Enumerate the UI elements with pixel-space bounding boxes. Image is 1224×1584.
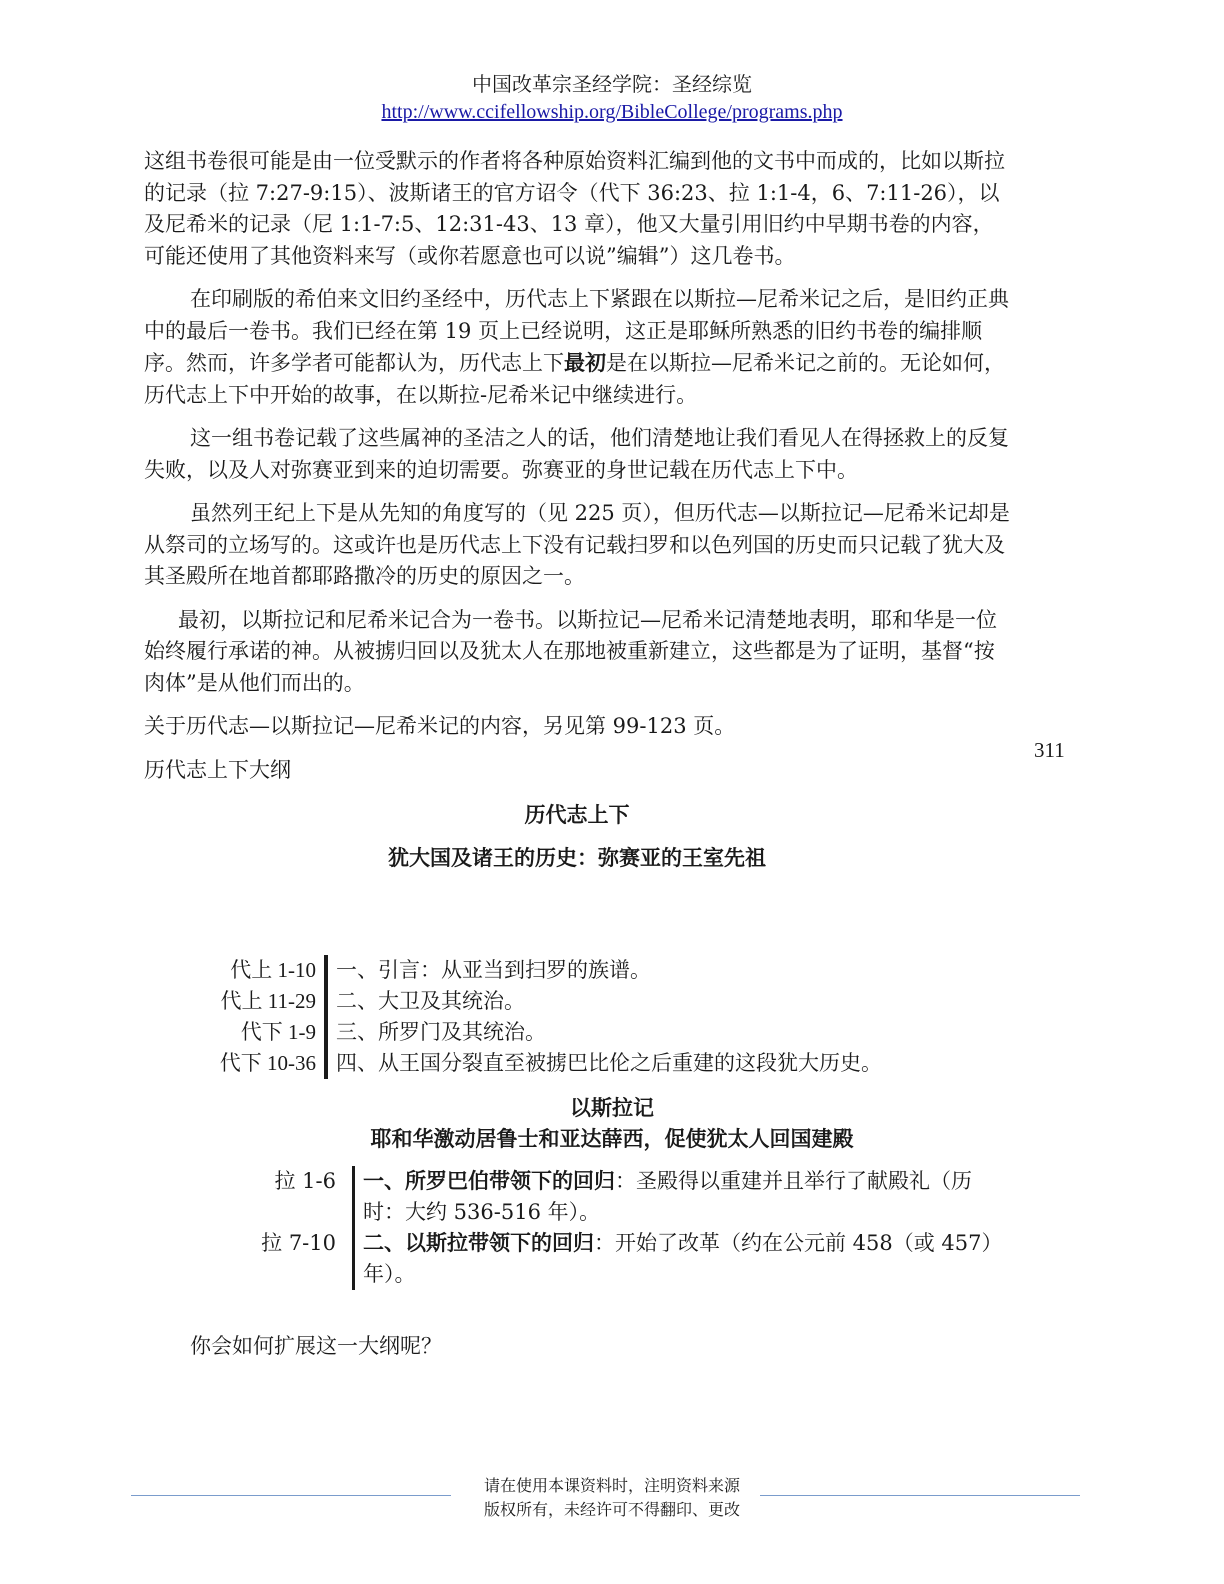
paragraph-see-also: 关于历代志—以斯拉记—尼希米记的内容，另见第 99-123 页。 (144, 714, 736, 738)
outline-description: 一、引言：从亚当到扫罗的族谱。 (324, 955, 651, 986)
header-url-link[interactable]: http://www.ccifellowship.org/BibleCollege/programs.php (381, 101, 843, 123)
outline-row (240, 1166, 993, 1228)
closing-question: 你会如何扩展这一大纲呢？ (190, 1334, 442, 1358)
outline-detail: ：圣殿得以重建并且举行了献殿礼（历时：大约 536-516 年）。 (363, 1169, 972, 1224)
outline-lead: 二、以斯拉带领下的回归 (363, 1231, 594, 1255)
outline-row (190, 1048, 882, 1079)
outline-reference: 代下 1-9 (240, 1020, 316, 1044)
outline-reference: 代下 10-36 (219, 1051, 316, 1075)
outline-reference: 代上 11-29 (220, 989, 316, 1013)
outline-reference: 代上 1-10 (230, 958, 316, 982)
outline-row (240, 1228, 993, 1290)
paragraph-canon-order (144, 284, 1010, 411)
outline-detail: ：开始了改革（约在公元前 458（或 457）年）。 (363, 1231, 993, 1286)
emphasis-initially: 最初 (564, 350, 606, 375)
header-title: 中国改革宗圣经学院：圣经综览 (472, 72, 752, 96)
outline-lead: 一、所罗巴伯带领下的回归 (363, 1169, 615, 1193)
paragraph-canon-text-1: 在印刷版的希伯来文旧约圣经中，历代志上下紧跟在以斯拉—尼希米记之后，是旧约正典中的最后一卷书。我们已经在第 19 页上已经说明，这正是耶稣所熟悉的旧约书卷的编排顺序。然而，许多学者可能都认为，历代志上下 (144, 287, 1009, 375)
paragraph-messiah-need: 这一组书卷记载了这些属神的圣洁之人的话，他们清楚地让我们看见人在得拯救上的反复失败，以及人对弥赛亚到来的迫切需要。弥赛亚的身世记载在历代志上下中。 (144, 426, 1009, 482)
ezra-outline-heading (0, 1093, 1224, 1155)
outline-description (352, 1228, 993, 1290)
paragraph-sources: 这组书卷很可能是由一位受默示的作者将各种原始资料汇编到他的文书中而成的，比如以斯拉的记录（拉 7:27-9:15）、波斯诸王的官方诏令（代下 36:23、拉 1:1-4，6、7:11-26），以及尼希米的记录（尼 1:1-7:5、12:31-43、13 章），他又大量引用旧约中早期书卷的内容，可能还使用了其他资料来写（或你若愿意也可以说”编辑”）这几卷书。 (144, 149, 1005, 268)
ezra-outline-title: 以斯拉记 (570, 1096, 654, 1120)
outline-description (352, 1166, 993, 1228)
outline-row (190, 955, 882, 986)
page-number: 311 (1034, 738, 1065, 762)
outline-description: 二、大卫及其统治。 (324, 986, 525, 1017)
outline-row (190, 986, 882, 1017)
outline-description: 四、从王国分裂直至被掳巴比伦之后重建的这段犹大历史。 (324, 1048, 882, 1079)
ezra-outline (240, 1166, 993, 1290)
page-header (0, 70, 1224, 126)
chronicles-outline-subtitle: 犹大国及诸王的历史：弥赛亚的王室先祖 (388, 846, 766, 870)
footer-copyright: 版权所有，未经许可不得翻印、更改 (483, 1500, 740, 1519)
outline-row (190, 1017, 882, 1048)
paragraph-canon-text-2: 是在以斯拉—尼希米记之前的。无论如何，历代志上下中开始的故事，在以斯拉-尼希米记中继续进行。 (144, 351, 1005, 407)
chronicles-outline-title: 历代志上下 (524, 803, 630, 827)
outline-description: 三、所罗门及其统治。 (324, 1017, 546, 1048)
paragraph-priestly-view: 虽然列王纪上下是从先知的角度写的（见 225 页），但历代志—以斯拉记—尼希米记却是从祭司的立场写的。这或许也是历代志上下没有记载扫罗和以色列国的历史而只记载了犹大及其圣殿所在地首都耶路撒冷的历史的原因之一。 (144, 501, 1010, 588)
page-footer (0, 1474, 1224, 1522)
outline-reference: 拉 7-10 (261, 1231, 336, 1255)
chronicles-outline (190, 955, 882, 1079)
outline-reference: 拉 1-6 (274, 1169, 336, 1193)
outline-intro-label: 历代志上下大纲 (144, 757, 291, 782)
paragraph-ezra-nehemiah: 最初，以斯拉记和尼希米记合为一卷书。以斯拉记—尼希米记清楚地表明，耶和华是一位始终履行承诺的神。从被掳归回以及犹太人在那地被重新建立，这些都是为了证明，基督“按肉体”是从他们而出的。 (144, 607, 997, 695)
footer-source-note: 请在使用本课资料时，注明资料来源 (483, 1476, 740, 1495)
main-content (144, 146, 1010, 886)
ezra-outline-subtitle: 耶和华激动居鲁士和亚达薛西，促使犹太人回国建殿 (370, 1127, 854, 1151)
